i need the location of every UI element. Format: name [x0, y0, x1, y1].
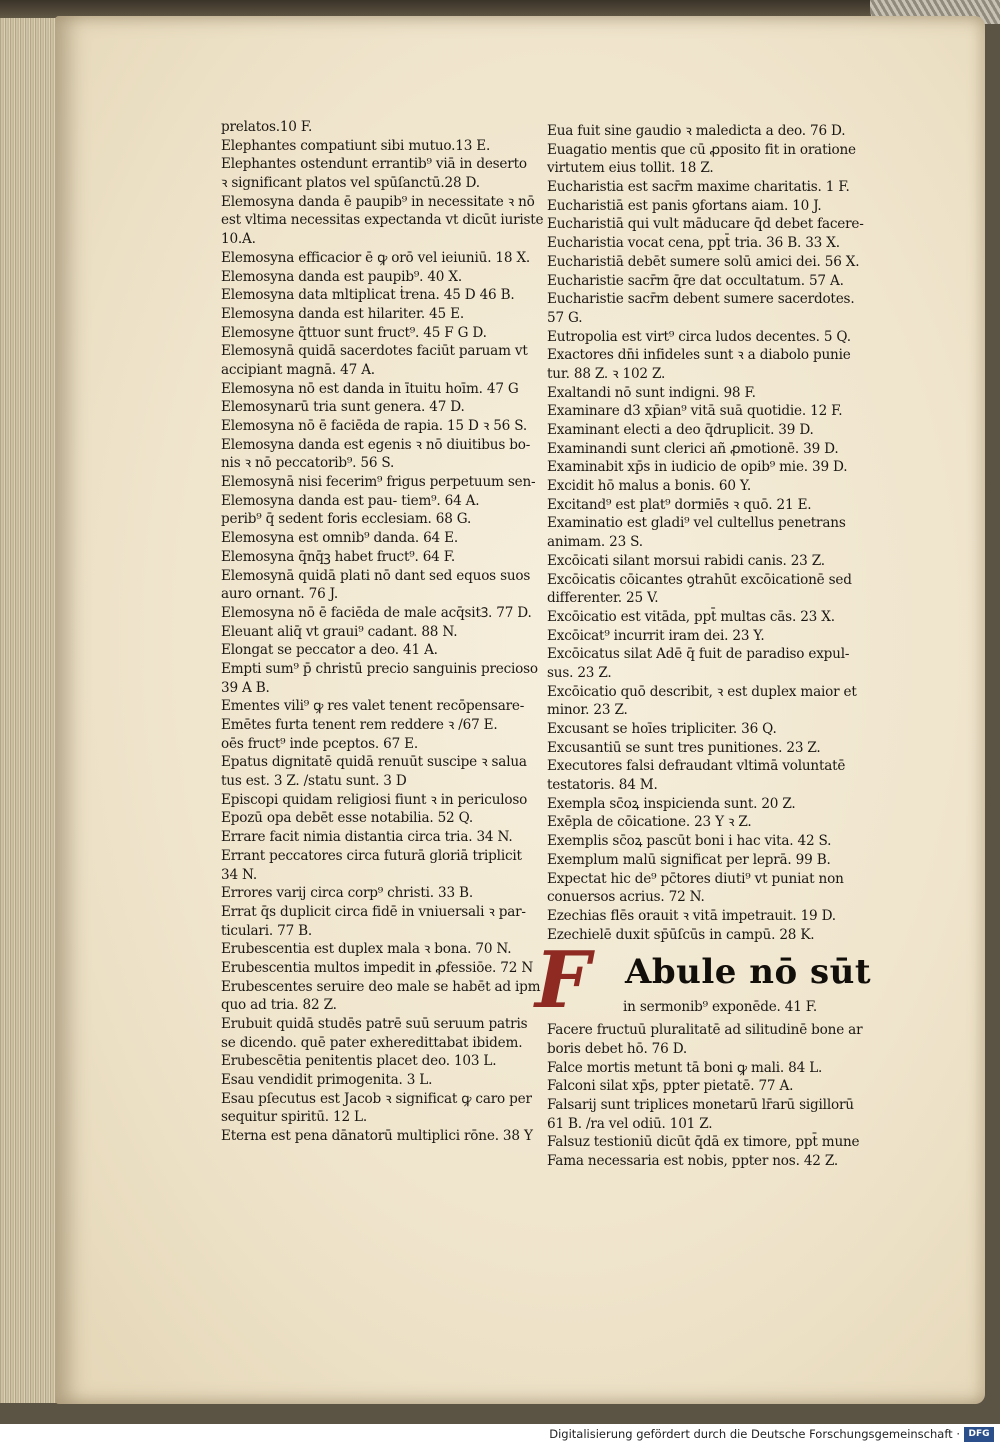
index-entry: Epozū opa debēt esse notabilia. 52 Q. — [221, 810, 474, 827]
index-entry: Exaltandi nō sunt indigni. 98 F. — [547, 384, 756, 401]
index-entry: Elemosyna efficacior ē ꝙ orō vel ieiuniū. 18 X. — [221, 249, 531, 266]
index-entry: Excōicatis cōicantes ꝯtrahūt excōicationē sed — [547, 571, 852, 588]
index-entry: Elemosyna danda est hilariter. 45 E. — [221, 305, 464, 322]
index-entry: Elemosyna nō ē faciēda de rapia. 15 D ꝛ 56 S. — [221, 418, 527, 434]
index-entry: Examinabit xp̄s in iudicio de opib⁹ mie. 39 D. — [547, 459, 848, 476]
index-entry: Ezechias flēs orauit ꝛ vitā impetrauit. 19 D. — [547, 907, 836, 924]
index-entry: Errare facit nimia distantia circa tria. 34 N. — [221, 829, 513, 846]
index-entry: Excōicatio quō describit, ꝛ est duplex maior et — [547, 683, 857, 700]
index-entry: Erubescentia est duplex mala ꝛ bona. 70 N. — [221, 941, 512, 958]
rubricated-initial-letter: F — [535, 935, 591, 1027]
index-entry: Facere fructuū pluralitatē ad silitudinē bone ar — [547, 1022, 863, 1039]
index-entry: Elemosyna data mltiplicat ṫrena. 45 D 46 B. — [221, 287, 515, 304]
index-entry: Elemosyna danda est egenis ꝛ nō diuitibus bo- — [221, 436, 531, 453]
index-entry: Elongat se peccator a deo. 41 A. — [221, 642, 438, 659]
index-entry: Elemosyne q̄ttuor sunt fruct⁹. 45 F G D. — [221, 324, 487, 341]
index-entry: Excidit hō malus a bonis. 60 Y. — [547, 478, 752, 495]
index-entry: Elemosyna danda est paupib⁹. 40 X. — [221, 268, 462, 285]
index-entry: Eucharistiā est panis ꝯfortans aiam. 10 J. — [547, 197, 822, 214]
page-stack-edge — [0, 18, 60, 1403]
index-entry: minor. 23 Z. — [547, 702, 628, 719]
index-entry: Examinant electi a deo q̄druplicit. 39 D. — [547, 422, 814, 438]
index-entry: Elemosyna nō est danda in ītuitu hoīm. 47 G — [221, 380, 519, 397]
index-entry: ticulari. 77 B. — [221, 922, 313, 939]
index-entry: 34 N. — [221, 866, 257, 883]
index-entry: accipiant magnā. 47 A. — [221, 361, 375, 378]
index-entry: Euagatio mentis que cū ꝓposito fit in oratione — [547, 141, 856, 158]
index-column-right — [535, 122, 877, 1171]
index-entry: Exēpla de cōicatione. 23 Y ꝛ Z. — [547, 814, 752, 831]
index-entry: Eucharistiā qui vult māducare q̄d debet facere- — [547, 216, 864, 233]
index-entry: Eucharistia est sacr̄m maxime charitatis. 1 F. — [547, 179, 850, 196]
decorated-initial-block — [535, 935, 877, 1027]
index-entry: Exemplis sc̄oꝝ pascūt boni i hac vita. 42 S. — [547, 833, 832, 850]
index-entry: Examinatio est gladi⁹ vel cultellus penetrans — [547, 515, 846, 532]
index-entry: Examinandi sunt clerici añ ꝓmotionē. 39 D. — [547, 440, 839, 457]
index-entry: Eleuant aliq̄ vt graui⁹ cadant. 88 N. — [221, 623, 458, 640]
index-entry: Excusant se hoīes tripliciter. 36 Q. — [547, 721, 777, 737]
index-entry: Elemosynā quidā sacerdotes faciūt paruam vt — [221, 343, 528, 360]
dfg-logo: DFG — [964, 1427, 994, 1442]
index-column-left — [221, 118, 544, 1146]
index-entry: Excitand⁹ est plat⁹ dormiēs ꝛ quō. 21 E. — [547, 496, 812, 513]
index-entry: Executores falsi defraudant vltimā voluntatē — [547, 758, 846, 775]
index-entry: Excōicatio est vitāda, ppt̄ multas cās. 23 X. — [547, 608, 835, 625]
index-entry: Errat q̄s duplicit circa fidē in vniuersali ꝛ par- — [221, 903, 526, 920]
index-entry: Elemosynā quidā plati nō dant sed equos suos — [221, 567, 531, 584]
index-entry: tur. 88 Z. ꝛ 102 Z. — [547, 365, 666, 382]
index-entry: Erubescētia penitentis placet deo. 103 L. — [221, 1053, 497, 1070]
index-entry: Falsarij sunt triplices monetarū lr̄arū sigillorū — [547, 1097, 854, 1113]
index-entry: Errant peccatores circa futurā gloriā triplicit — [221, 847, 522, 864]
index-entry: est vltima necessitas expectanda vt dicūt iuriste — [221, 212, 544, 229]
index-entry: Esau pſecutus est Jacob ꝛ significat ꝙ caro per — [221, 1090, 532, 1107]
index-entry: Errores varij circa corp⁹ christi. 33 B. — [221, 885, 473, 902]
index-entry: sus. 23 Z. — [547, 664, 612, 681]
footer-credit: Digitalisierung gefördert durch die Deutsche Forschungsgemeinschaft · — [549, 1427, 960, 1441]
index-entry: perib⁹ q̄ sedent foris ecclesiam. 68 G. — [221, 511, 472, 528]
index-entry: Exempla sc̄oꝝ inspicienda sunt. 20 Z. — [547, 795, 796, 812]
index-entry: Eucharistiā debēt sumere solū amici dei. 56 X. — [547, 253, 860, 270]
index-entry: Elephantes compatiunt sibi mutuo.13 E. — [221, 137, 491, 154]
index-entry: Excusantiū se sunt tres punitiones. 23 Z. — [547, 739, 821, 756]
index-entry: Eutropolia est virt⁹ circa ludos decentes. 5 Q. — [547, 328, 851, 345]
index-entry: Eucharistie sacr̄m q̄re dat occultatum. 57 A. — [547, 272, 844, 289]
index-entry: differenter. 25 V. — [547, 590, 659, 607]
index-entry: Elemosyna q̄nq̄ꝫ habet fruct⁹. 64 F. — [221, 548, 455, 565]
index-entry: sequitur spiritū. 12 L. — [221, 1109, 367, 1126]
footer-bar — [0, 1424, 1000, 1445]
section-heading: Abule nō sūt — [625, 952, 872, 993]
index-entry: Examinare d3 xp̄ian⁹ vitā suā quotidie. 12 F. — [547, 403, 843, 420]
index-entry: 61 B. /ra vel odiū. 101 Z. — [547, 1115, 713, 1132]
index-entry: Excōicatus silat Adē q̄ fuit de paradiso expul- — [547, 646, 850, 663]
index-entry: Elemosyna danda ē paupib⁹ in necessitate ꝛ nō — [221, 193, 535, 210]
index-entry: Falce mortis metunt tā boni ꝙ mali. 84 L. — [547, 1059, 823, 1076]
index-entry: Ementes vili⁹ ꝙ res valet tenent recōpensare- — [221, 698, 525, 715]
index-entry: Erubescentes seruire deo male se habēt ad ipm — [221, 978, 541, 995]
index-entry: virtutem eius tollit. 18 Z. — [547, 160, 714, 177]
index-entry: Ezechielē duxit sp̄ūſcūs in campū. 28 K. — [547, 926, 815, 943]
index-entry: Elemosyna est omnib⁹ danda. 64 E. — [221, 530, 458, 547]
index-entry: boris debet hō. 76 D. — [547, 1040, 688, 1057]
index-entry: nis ꝛ nō peccatorib⁹. 56 S. — [221, 455, 395, 472]
index-entry: Eua fuit sine gaudio ꝛ maledicta a deo. 76 D. — [547, 123, 846, 139]
index-entry: Esau vendidit primogenita. 3 L. — [221, 1072, 433, 1089]
index-entry: Erubescentia multos impedit in ꝓfessiōe. 72 N — [221, 959, 534, 976]
index-entry: Elemosyna nō ē faciēda de male acq̄sitꝪ. 77 D. — [221, 604, 532, 621]
index-entry: 10.A. — [221, 231, 256, 248]
index-entry: Epatus dignitatē quidā renuūt suscipe ꝛ salua — [221, 754, 527, 771]
index-entry: testatoris. 84 M. — [547, 777, 658, 794]
index-entry: Elephantes ostendunt errantib⁹ viā in deserto — [221, 156, 527, 173]
index-entry: Exemplum malū significat per leprā. 99 B. — [547, 851, 831, 868]
index-entry: Elemosynā nisi fecerim⁹ frigus perpetuum sen- — [221, 474, 536, 491]
index-entry: 39 A B. — [221, 679, 270, 696]
index-entry: conuersos acrius. 72 N. — [547, 889, 705, 906]
index-entry: Eucharistie sacr̄m debent sumere sacerdotes. — [547, 291, 855, 308]
index-entry: se dicendo. quē pater exheredittabat ibidem. — [221, 1034, 523, 1051]
index-entry: Expectat hic de⁹ pc̄tores diuti⁹ vt puniat non — [547, 870, 844, 887]
index-entry: Erubuit quidā studēs patrē suū seruum patris — [221, 1016, 528, 1032]
index-entry: ꝛ significant platos vel spūſanctū.28 D. — [221, 175, 480, 192]
index-entry: Empti sum⁹ p̄ christū precio sanguinis precioso — [221, 660, 538, 677]
index-entry: Falsuz testioniū dicūt q̄dā ex timore, ppt̄ mune — [547, 1134, 860, 1151]
index-entry: oēs fruct⁹ inde pceptos. 67 E. — [221, 735, 419, 752]
index-entry: Eucharistia vocat cena, ppt̄ tria. 36 B. 33 X. — [547, 235, 840, 252]
index-entry: Emētes furta tenent rem reddere ꝛ /67 E. — [221, 717, 498, 733]
index-entry: Excōicati silant morsui rabidi canis. 23 Z. — [547, 552, 825, 569]
index-entry: Elemosynarū tria sunt genera. 47 D. — [221, 399, 465, 416]
index-entry: Elemosyna danda est pau- tiem⁹. 64 A. — [221, 492, 480, 509]
index-entry: quo ad tria. 82 Z. — [221, 997, 337, 1014]
index-entry: Episcopi quidam religiosi fiunt ꝛ in periculoso — [221, 791, 528, 808]
index-entry: animam. 23 S. — [547, 534, 643, 551]
index-entry: Excōicat⁹ incurrit iram dei. 23 Y. — [547, 627, 765, 644]
section-heading-subline: in sermonib⁹ exponēde. 41 F. — [623, 999, 818, 1016]
index-entry: Exactores dn̄i infideles sunt ꝛ a diabolo punie — [547, 347, 851, 364]
index-entry: Falconi silat xp̄s, ppter pietatē. 77 A. — [547, 1078, 794, 1095]
index-entry: prelatos.10 F. — [221, 119, 313, 135]
index-entry: Eterna est pena dānatorū multiplici rōne. 38 Y — [221, 1128, 533, 1145]
index-entry: Fama necessaria est nobis, ppter nos. 42 Z. — [547, 1153, 838, 1170]
index-entry: 57 G. — [547, 309, 583, 326]
index-entry: tus est. 3 Z. /statu sunt. 3 D — [221, 773, 407, 790]
index-entry: auro ornant. 76 J. — [221, 586, 338, 603]
